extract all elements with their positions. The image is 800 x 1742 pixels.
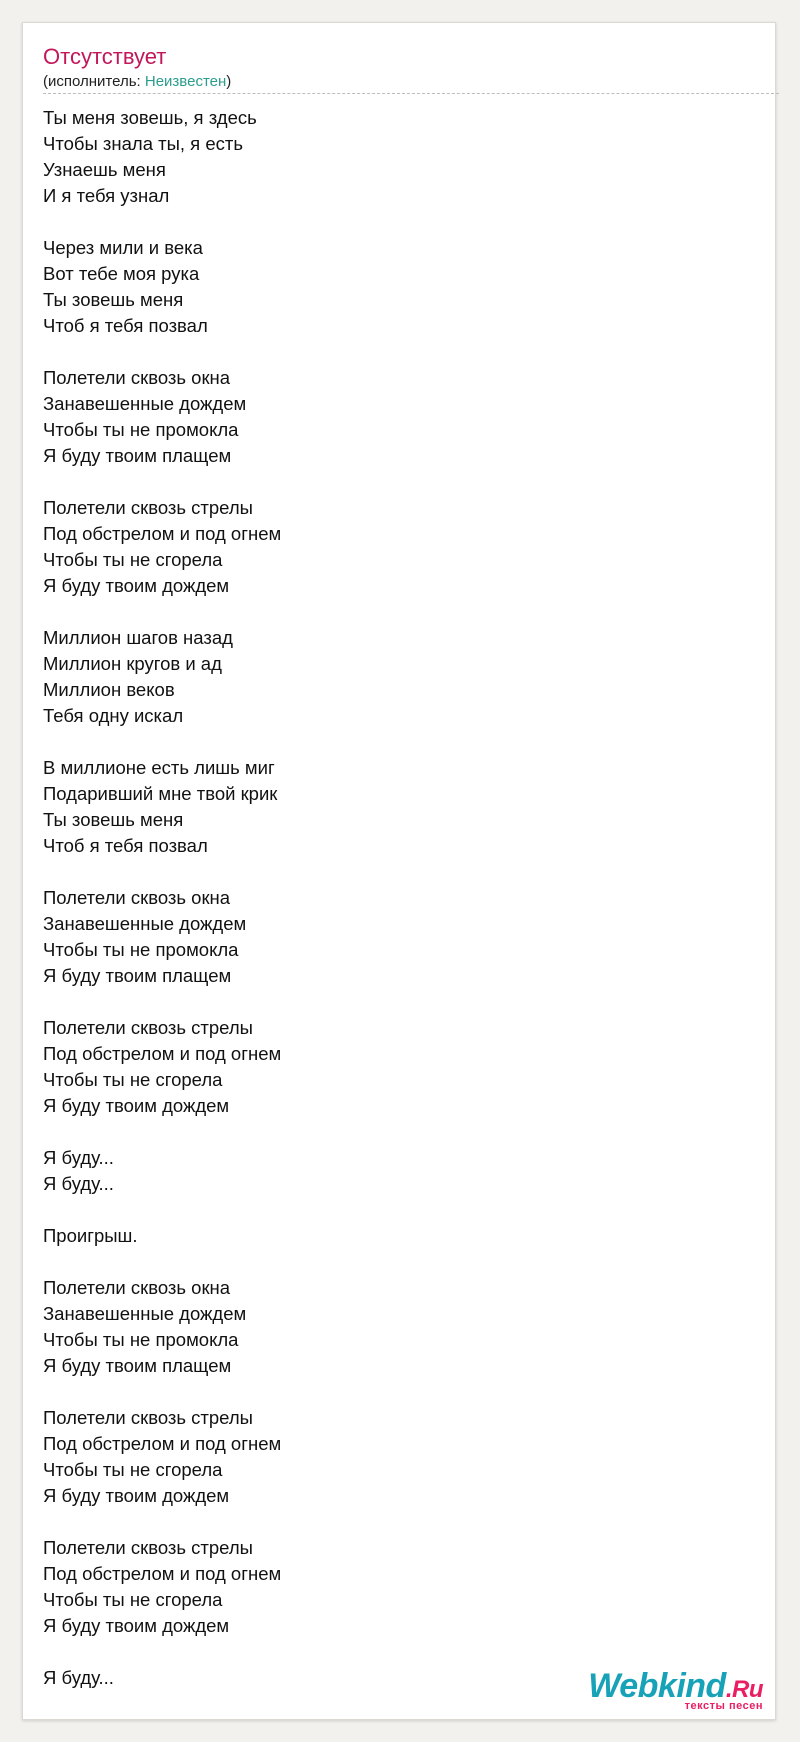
artist-prefix: (исполнитель: <box>43 73 145 90</box>
stanza-break <box>43 339 281 365</box>
lyric-line: Полетели сквозь окна <box>43 1277 231 1298</box>
lyric-line: Занавешенные дождем <box>43 393 247 414</box>
stanza-break <box>43 859 281 885</box>
lyric-line: Я буду... <box>43 1667 114 1688</box>
lyric-line: Под обстрелом и под огнем <box>43 1043 282 1064</box>
lyric-line: Полетели сквозь стрелы <box>43 1537 253 1558</box>
lyric-line: Полетели сквозь стрелы <box>43 1017 253 1038</box>
lyric-line: Я буду твоим дождем <box>43 1095 230 1116</box>
lyric-line: Я буду твоим плащем <box>43 1355 232 1376</box>
song-title: Отсутствует <box>43 44 167 69</box>
lyric-line: Я буду твоим плащем <box>43 445 232 466</box>
lyric-line: Чтобы ты не сгорела <box>43 1459 223 1480</box>
lyric-line: Узнаешь меня <box>43 159 166 180</box>
lyric-line: Я буду... <box>43 1173 114 1194</box>
lyric-line: Ты меня зовешь, я здесь <box>43 107 257 128</box>
lyric-line: Полетели сквозь стрелы <box>43 1407 253 1428</box>
lyric-line: Под обстрелом и под огнем <box>43 1563 282 1584</box>
webkind-logo[interactable] <box>563 1666 763 1712</box>
logo-tagline: тексты песен <box>684 1700 763 1712</box>
stanza-break <box>43 1639 281 1665</box>
lyric-line: Занавешенные дождем <box>43 913 247 934</box>
lyric-line: Я буду твоим дождем <box>43 1615 230 1636</box>
stanza-break <box>43 599 281 625</box>
lyric-line: Чтоб я тебя позвал <box>43 835 208 856</box>
artist-link[interactable]: Неизвестен <box>144 73 227 90</box>
stanza-break <box>43 1509 281 1535</box>
header-divider <box>43 93 779 94</box>
lyric-line: Я буду твоим дождем <box>43 1485 230 1506</box>
lyric-line: Проигрыш. <box>43 1225 138 1246</box>
lyrics-text <box>43 105 281 1691</box>
logo-brand: Webkind <box>588 1667 726 1705</box>
stanza-break <box>43 209 281 235</box>
stanza-break <box>43 1379 281 1405</box>
lyric-line: Вот тебе моя рука <box>43 263 200 284</box>
lyric-line: Через мили и века <box>43 237 203 258</box>
lyric-line: Чтобы ты не сгорела <box>43 549 223 570</box>
stanza-break <box>43 1197 281 1223</box>
lyric-line: В миллионе есть лишь миг <box>43 757 275 778</box>
lyric-line: Чтобы знала ты, я есть <box>43 133 243 154</box>
lyrics-page <box>22 22 776 1720</box>
lyric-line: Полетели сквозь окна <box>43 367 231 388</box>
lyric-line: Миллион веков <box>43 679 175 700</box>
lyric-line: Миллион кругов и ад <box>43 653 222 674</box>
lyric-line: Полетели сквозь стрелы <box>43 497 253 518</box>
lyric-line: Чтобы ты не промокла <box>43 419 239 440</box>
logo-tld: .Ru <box>725 1676 763 1703</box>
lyric-line: Чтобы ты не промокла <box>43 1329 239 1350</box>
lyric-line: Тебя одну искал <box>43 705 184 726</box>
stanza-break <box>43 469 281 495</box>
lyric-line: Я буду... <box>43 1147 114 1168</box>
artist-line <box>43 73 231 91</box>
lyric-line: Я буду твоим плащем <box>43 965 232 986</box>
lyric-line: Чтобы ты не промокла <box>43 939 239 960</box>
lyric-line: Под обстрелом и под огнем <box>43 523 282 544</box>
lyric-line: Подаривший мне твой крик <box>43 783 278 804</box>
stanza-break <box>43 1119 281 1145</box>
stanza-break <box>43 989 281 1015</box>
artist-suffix: ) <box>226 73 232 90</box>
lyric-line: Чтобы ты не сгорела <box>43 1069 223 1090</box>
lyric-line: Миллион шагов назад <box>43 627 233 648</box>
lyric-line: Под обстрелом и под огнем <box>43 1433 282 1454</box>
lyric-line: Полетели сквозь окна <box>43 887 231 908</box>
stanza-break <box>43 729 281 755</box>
lyric-line: И я тебя узнал <box>43 185 170 206</box>
lyric-line: Чтоб я тебя позвал <box>43 315 208 336</box>
lyric-line: Ты зовешь меня <box>43 809 184 830</box>
lyric-line: Ты зовешь меня <box>43 289 184 310</box>
lyric-line: Занавешенные дождем <box>43 1303 247 1324</box>
lyric-line: Чтобы ты не сгорела <box>43 1589 223 1610</box>
lyric-line: Я буду твоим дождем <box>43 575 230 596</box>
stanza-break <box>43 1249 281 1275</box>
